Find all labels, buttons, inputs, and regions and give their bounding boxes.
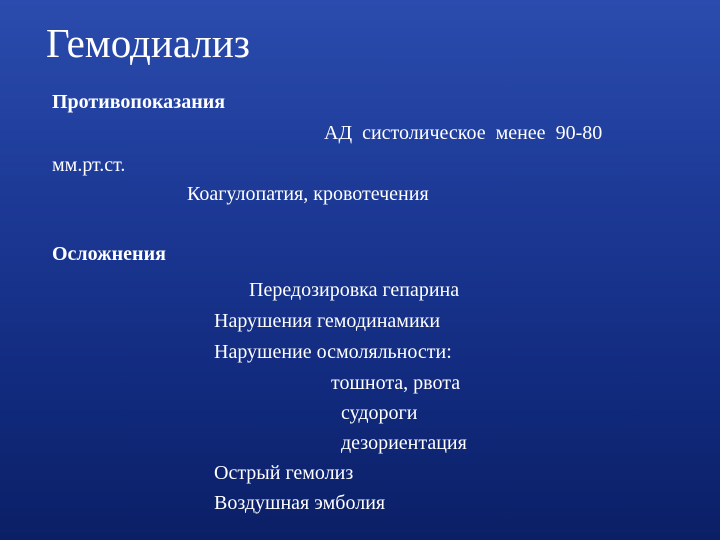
complication-air-embolism: Воздушная эмболия — [214, 492, 386, 514]
complication-osmolality: Нарушение осмоляльности: — [214, 341, 452, 363]
complication-seizures: судороги — [341, 402, 418, 424]
contraindication-coagulopathy: Коагулопатия, кровотечения — [187, 183, 429, 205]
complication-heparin-overdose: Передозировка гепарина — [249, 279, 460, 301]
complication-disorientation: дезориентация — [341, 432, 467, 454]
complication-nausea: тошнота, рвота — [331, 372, 461, 394]
contraindication-bp-unit: мм.рт.ст. — [52, 154, 126, 176]
complication-hemolysis: Острый гемолиз — [214, 462, 354, 484]
contraindication-bp: АД систолическое менее 90-80 — [324, 122, 603, 144]
complications-heading: Осложнения — [52, 243, 166, 265]
complication-hemodynamics: Нарушения гемодинамики — [214, 310, 441, 332]
slide-title: Гемодиализ — [46, 20, 250, 66]
contraindications-heading: Противопоказания — [52, 91, 226, 113]
